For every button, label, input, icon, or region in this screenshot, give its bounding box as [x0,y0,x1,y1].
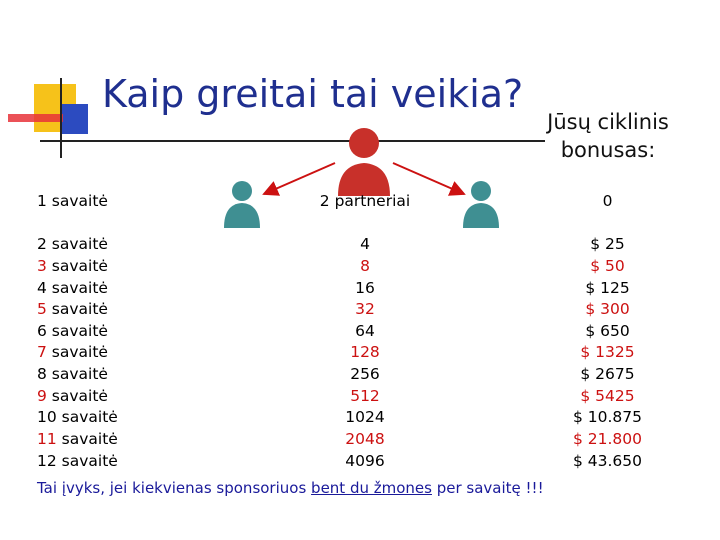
partners-cell: 32 [355,300,375,318]
slide-title: Kaip greitai tai veikia? [102,72,524,116]
table-row [0,277,720,299]
partners-cell: 4 [360,235,370,253]
footer-note [37,477,544,499]
bonus-cell: 0 [602,192,613,210]
week-cell: 10 savaitė [37,408,118,426]
week-cell: 8 savaitė [37,365,108,383]
bonus-cell: $ 50 [590,257,625,275]
partners-cell: 512 [350,387,380,405]
week-cell: 6 savaitė [37,322,108,340]
bonus-cell: $ 2675 [580,365,635,383]
footer-text-underlined: bent du žmones [311,479,432,497]
partners-cell: 1024 [345,408,385,426]
partners-cell: 256 [350,365,380,383]
week-cell: 9 savaitė [37,387,108,405]
table-row [0,255,720,277]
week-cell: 12 savaitė [37,452,118,470]
table-row [0,385,720,407]
table-row [0,320,720,342]
partners-cell: 2 partneriai [319,192,411,210]
week-cell: 7 savaitė [37,343,108,361]
partners-cell: 4096 [345,452,385,470]
bonus-cell: $ 300 [585,300,630,318]
bonus-cell: $ 25 [590,235,625,253]
bonus-cell: $ 650 [585,322,630,340]
week-cell: 5 savaitė [37,300,108,318]
partners-cell: 2048 [345,430,385,448]
table-row [0,428,720,450]
table-row [0,341,720,363]
table-row [0,363,720,385]
bonus-heading-line1: Jūsų ciklinis [547,110,669,134]
footer-text-after: per savaitę !!! [431,479,544,497]
bonus-cell: $ 43.650 [572,452,643,470]
table-row [0,233,720,255]
partners-cell: 128 [350,343,380,361]
week-cell: 3 savaitė [37,257,108,275]
footer-text-before: Tai įvyks, jei kiekvienas sponsoriuos [37,479,312,497]
table-row [0,406,720,428]
sponsor-person-icon [338,128,390,196]
partners-cell: 64 [355,322,375,340]
bonus-heading-line2: bonusas: [560,138,656,162]
bonus-cell: $ 5425 [580,387,635,405]
partners-cell: 16 [355,279,375,297]
bonus-cell: $ 21.800 [572,430,643,448]
week-cell: 4 savaitė [37,279,108,297]
table-row [0,450,720,472]
week-cell: 11 savaitė [37,430,118,448]
partners-cell: 8 [360,257,370,275]
table-row [0,190,720,212]
bonus-cell: $ 10.875 [572,408,643,426]
bonus-cell: $ 125 [585,279,630,297]
table-row [0,298,720,320]
bonus-cell: $ 1325 [580,343,635,361]
week-cell: 1 savaitė [37,192,108,210]
week-cell: 2 savaitė [37,235,108,253]
